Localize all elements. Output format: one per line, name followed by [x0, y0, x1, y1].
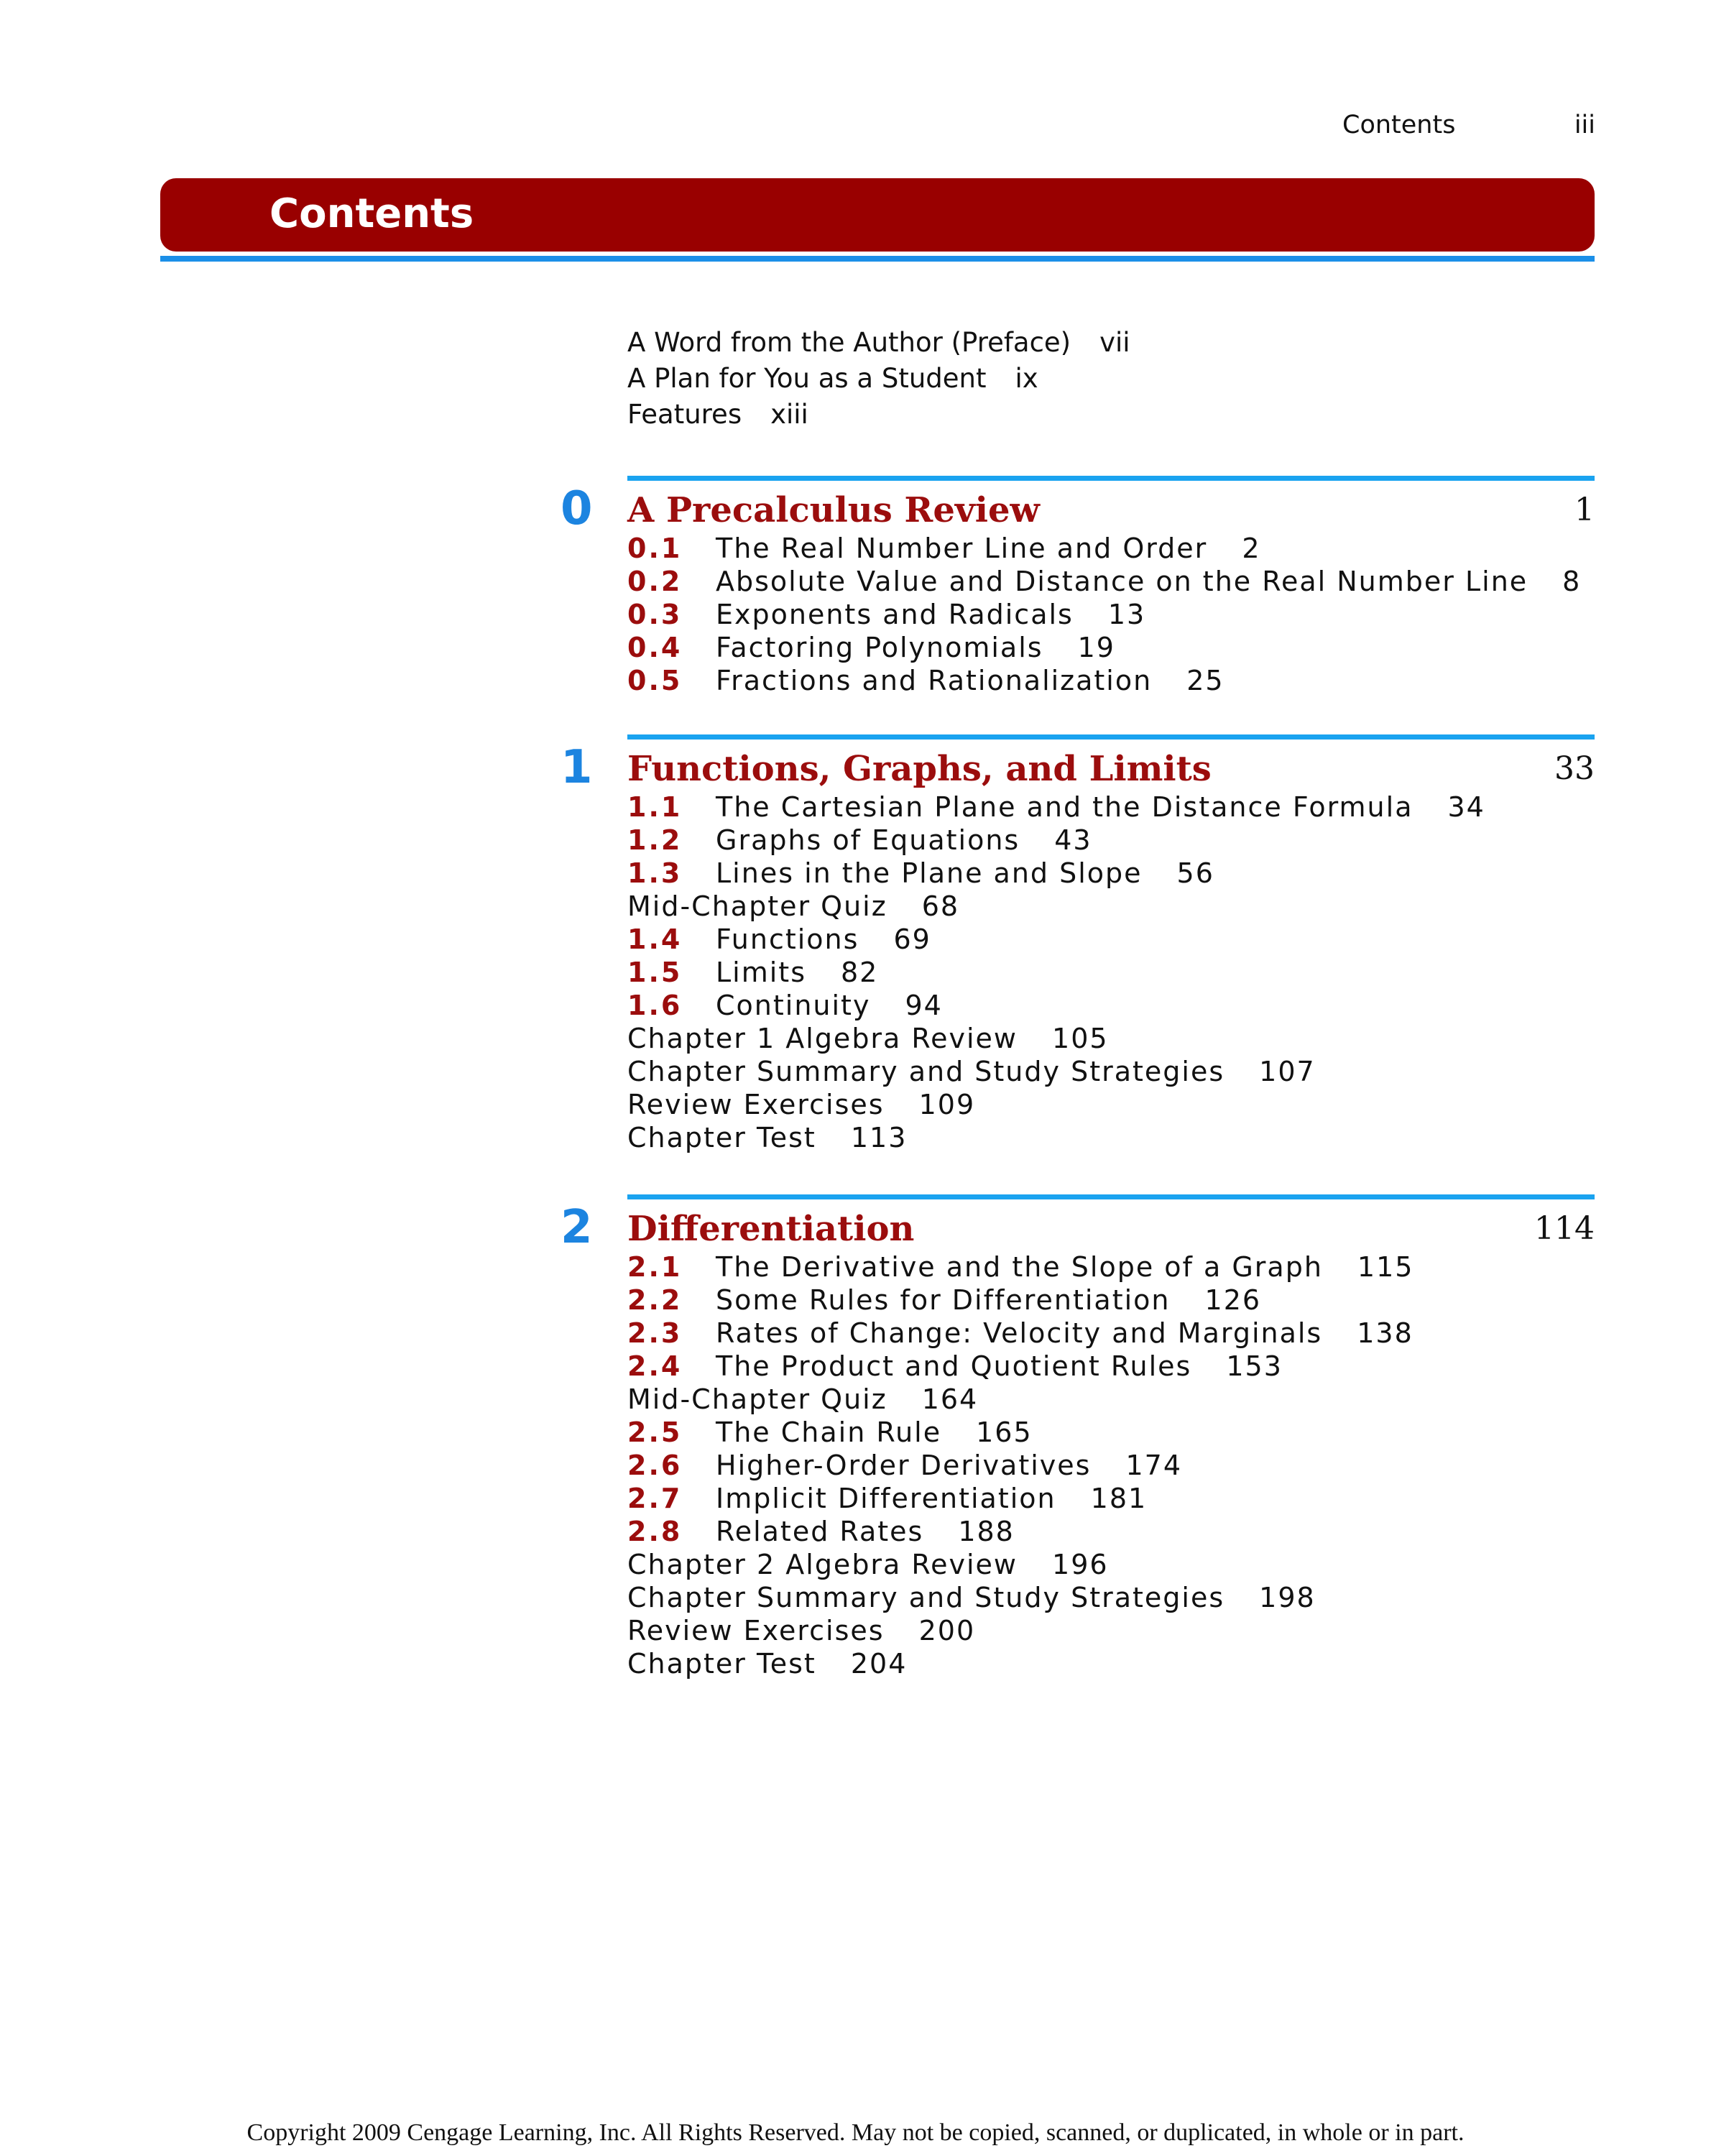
- toc-entry[interactable]: [627, 923, 1595, 956]
- entry-title: Fractions and Rationalization: [716, 665, 1153, 696]
- entry-title: The Chain Rule: [716, 1416, 942, 1448]
- section-number: 1.5: [627, 957, 683, 988]
- chapter-rule: [627, 1194, 1595, 1199]
- front-matter-page: vii: [1099, 327, 1130, 358]
- running-head-page-number: iii: [1574, 111, 1595, 139]
- toc-entry[interactable]: [627, 1515, 1595, 1548]
- section-number: 2.8: [627, 1516, 683, 1547]
- front-matter-item[interactable]: [627, 361, 1562, 397]
- entry-title: Exponents and Radicals: [716, 599, 1074, 630]
- entry-page: 56: [1176, 857, 1214, 889]
- chapter-rule: [627, 734, 1595, 740]
- toc-entry[interactable]: [627, 664, 1595, 697]
- section-number: 0.1: [627, 533, 683, 564]
- front-matter-page: xiii: [770, 399, 808, 430]
- entry-page: 153: [1226, 1350, 1283, 1382]
- entry-page: 105: [1052, 1023, 1109, 1054]
- chapter-page: 33: [1554, 750, 1595, 787]
- section-number: 1.6: [627, 990, 683, 1021]
- section-number: 0.4: [627, 632, 683, 663]
- section-number: 2.4: [627, 1350, 683, 1382]
- copyright-footer: Copyright 2009 Cengage Learning, Inc. All Rights Reserved. May not be copied, scanned, or duplicated, in whole or in part.: [246, 2119, 1465, 2146]
- chapter-0: [546, 476, 1595, 706]
- toc-entry[interactable]: [627, 1055, 1595, 1088]
- chapter-page: 1: [1574, 492, 1595, 528]
- chapter-number: 0: [561, 482, 593, 535]
- section-number: 2.5: [627, 1416, 683, 1448]
- entry-title: Some Rules for Differentiation: [716, 1284, 1171, 1316]
- entry-page: 196: [1052, 1549, 1109, 1580]
- entry-title: The Product and Quotient Rules: [716, 1350, 1192, 1382]
- entry-title: Absolute Value and Distance on the Real Number Line: [716, 566, 1528, 597]
- section-number: 1.2: [627, 824, 683, 856]
- toc-entry[interactable]: [627, 1614, 1595, 1647]
- entry-title: The Cartesian Plane and the Distance Formula: [716, 791, 1413, 823]
- toc-entry[interactable]: [627, 532, 1595, 565]
- chapter-title[interactable]: Functions, Graphs, and Limits: [627, 749, 1212, 789]
- entry-title: Chapter Test: [627, 1122, 816, 1153]
- front-matter-list: [627, 325, 1562, 433]
- toc-entry[interactable]: [627, 1383, 1595, 1416]
- entry-title: Rates of Change: Velocity and Marginals: [716, 1317, 1323, 1349]
- entry-page: 113: [850, 1122, 908, 1153]
- toc-entry[interactable]: [627, 598, 1595, 631]
- chapter-2: [546, 1194, 1595, 1697]
- section-number: 0.3: [627, 599, 683, 630]
- entry-page: 109: [918, 1089, 976, 1120]
- entry-page: 94: [905, 990, 943, 1021]
- entry-title: Factoring Polynomials: [716, 632, 1043, 663]
- chapter-title[interactable]: Differentiation: [627, 1209, 915, 1249]
- chapter-entries: [627, 1250, 1595, 1680]
- chapter-entries: [627, 532, 1595, 697]
- toc-entry[interactable]: [627, 824, 1595, 857]
- entry-title: Related Rates: [716, 1516, 924, 1547]
- entry-page: 164: [921, 1383, 979, 1415]
- entry-page: 68: [921, 890, 960, 922]
- toc-entry[interactable]: [627, 1548, 1595, 1581]
- entry-title: Review Exercises: [627, 1615, 885, 1646]
- entry-title: Limits: [716, 957, 806, 988]
- section-number: 2.7: [627, 1483, 683, 1514]
- entry-title: Graphs of Equations: [716, 824, 1020, 856]
- section-number: 0.2: [627, 566, 683, 597]
- entry-page: 34: [1447, 791, 1485, 823]
- entry-page: 174: [1125, 1450, 1182, 1481]
- toc-entry[interactable]: [627, 989, 1595, 1022]
- running-head: [1322, 109, 1595, 141]
- toc-entry[interactable]: [627, 1284, 1595, 1317]
- chapter-title[interactable]: A Precalculus Review: [627, 490, 1040, 530]
- front-matter-title: A Word from the Author (Preface): [627, 327, 1071, 358]
- section-number: 1.1: [627, 791, 683, 823]
- toc-entry[interactable]: [627, 1416, 1595, 1449]
- entry-page: 8: [1562, 566, 1582, 597]
- entry-title: Implicit Differentiation: [716, 1483, 1056, 1514]
- running-head-label: Contents: [1342, 111, 1456, 139]
- entry-title: Mid-Chapter Quiz: [627, 890, 887, 922]
- entry-page: 165: [976, 1416, 1033, 1448]
- entry-title: Continuity: [716, 990, 871, 1021]
- entry-page: 200: [918, 1615, 976, 1646]
- entry-page: 107: [1259, 1056, 1316, 1087]
- toc-entry[interactable]: [627, 1581, 1595, 1614]
- toc-entry[interactable]: [627, 956, 1595, 989]
- toc-entry[interactable]: [627, 1121, 1595, 1154]
- section-number: 1.3: [627, 857, 683, 889]
- toc-entry[interactable]: [627, 1482, 1595, 1515]
- entry-title: Chapter Test: [627, 1648, 816, 1680]
- section-number: 2.2: [627, 1284, 683, 1316]
- chapter-entries: [627, 791, 1595, 1154]
- toc-entry[interactable]: [627, 631, 1595, 664]
- toc-entry[interactable]: [627, 791, 1595, 824]
- entry-page: 43: [1054, 824, 1092, 856]
- entry-title: Higher-Order Derivatives: [716, 1450, 1092, 1481]
- toc-entry[interactable]: [627, 565, 1595, 598]
- entry-page: 204: [850, 1648, 908, 1680]
- entry-title: The Derivative and the Slope of a Graph: [716, 1251, 1323, 1283]
- toc-entry[interactable]: [627, 1088, 1595, 1121]
- entry-title: Lines in the Plane and Slope: [716, 857, 1143, 889]
- chapter-number: 1: [561, 741, 593, 794]
- entry-title: Functions: [716, 923, 859, 955]
- entry-title: Chapter Summary and Study Strategies: [627, 1056, 1225, 1087]
- entry-title: Mid-Chapter Quiz: [627, 1383, 887, 1415]
- entry-title: Chapter 1 Algebra Review: [627, 1023, 1018, 1054]
- entry-page: 115: [1357, 1251, 1414, 1283]
- banner-rule: [160, 256, 1595, 262]
- toc-entry[interactable]: [627, 857, 1595, 890]
- entry-page: 13: [1107, 599, 1146, 630]
- entry-page: 69: [893, 923, 931, 955]
- toc-entry[interactable]: [627, 1250, 1595, 1284]
- front-matter-title: Features: [627, 399, 742, 430]
- entry-page: 198: [1259, 1582, 1316, 1613]
- contents-banner: [160, 178, 1595, 252]
- entry-page: 19: [1077, 632, 1115, 663]
- entry-title: Chapter 2 Algebra Review: [627, 1549, 1018, 1580]
- front-matter-item[interactable]: [627, 325, 1562, 361]
- entry-title: Review Exercises: [627, 1089, 885, 1120]
- entry-page: 188: [958, 1516, 1015, 1547]
- toc-entry[interactable]: [627, 1022, 1595, 1055]
- front-matter-page: ix: [1015, 363, 1038, 394]
- entry-title: Chapter Summary and Study Strategies: [627, 1582, 1225, 1613]
- section-number: 0.5: [627, 665, 683, 696]
- page-title: Contents: [269, 190, 474, 237]
- toc-entry[interactable]: [627, 1449, 1595, 1482]
- entry-title: The Real Number Line and Order: [716, 533, 1208, 564]
- toc-entry[interactable]: [627, 1317, 1595, 1350]
- toc-entry[interactable]: [627, 1350, 1595, 1383]
- entry-page: 82: [841, 957, 879, 988]
- entry-page: 138: [1357, 1317, 1413, 1349]
- toc-entry[interactable]: [627, 890, 1595, 923]
- entry-page: 126: [1204, 1284, 1262, 1316]
- chapter-rule: [627, 476, 1595, 481]
- front-matter-item[interactable]: [627, 397, 1562, 433]
- entry-page: 2: [1242, 533, 1261, 564]
- entry-page: 25: [1186, 665, 1225, 696]
- front-matter-title: A Plan for You as a Student: [627, 363, 987, 394]
- section-number: 2.6: [627, 1450, 683, 1481]
- entry-page: 181: [1090, 1483, 1148, 1514]
- chapter-number: 2: [561, 1201, 593, 1254]
- toc-entry[interactable]: [627, 1647, 1595, 1680]
- section-number: 2.1: [627, 1251, 683, 1283]
- section-number: 2.3: [627, 1317, 683, 1349]
- chapter-1: [546, 734, 1595, 1166]
- section-number: 1.4: [627, 923, 683, 955]
- chapter-page: 114: [1534, 1210, 1595, 1247]
